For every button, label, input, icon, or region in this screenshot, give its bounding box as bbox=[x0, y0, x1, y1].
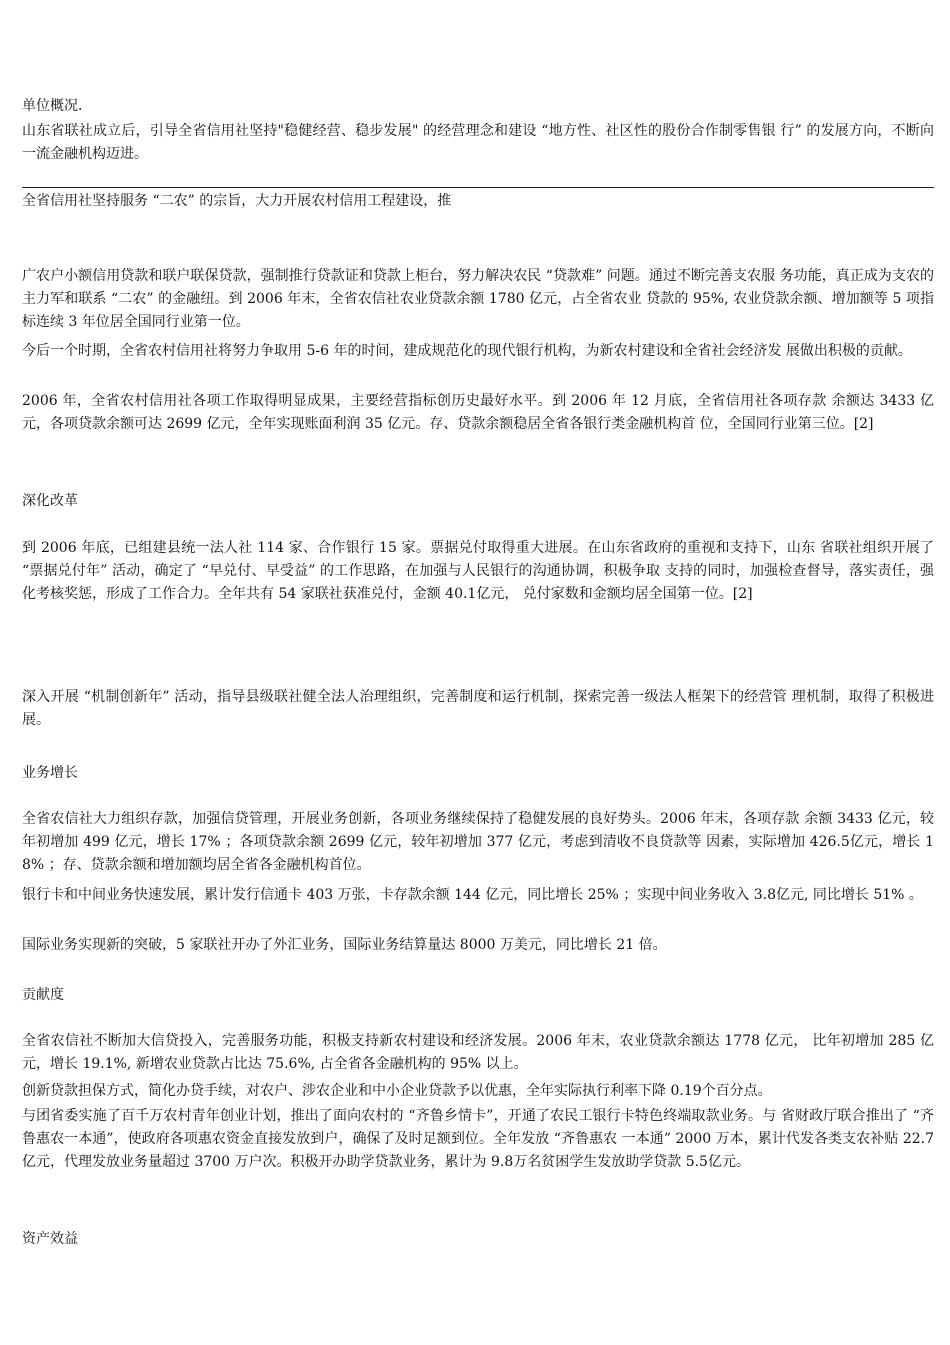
paragraph-deposits-loans: 全省农信社大力组织存款，加强信贷管理，开展业务创新，各项业务继续保持了稳健发展的良好势头。2006 年末，各项存款 余额 3433 亿元，较年初增加 499 亿元，增长 17% ；各项贷款余额 2699 亿元，较年初增加 377 亿元，考虑到清收不良贷款等 因素，实际增加 426.5亿元，增长 18% ；存、贷款余额和增加额均居全省各金融机构首位。 bbox=[22, 811, 934, 873]
section-heading-reform: 深化改革 bbox=[22, 493, 78, 509]
paragraph-future-goal: 今后一个时期，全省农村信用社将努力争取用 5-6 年的时间，建成规范化的现代银行机构，为新农村建设和全省社会经济发 展做出积极的贡献。 bbox=[22, 343, 912, 359]
section-heading-contribution: 贡献度 bbox=[22, 987, 64, 1003]
paragraph-international-business: 国际业务实现新的突破，5 家联社开办了外汇业务，国际业务结算量达 8000 万美元，同比增长 21 倍。 bbox=[22, 937, 667, 953]
section-heading-asset-efficiency: 资产效益 bbox=[22, 1231, 78, 1247]
paragraph-service-lead: 全省信用社坚持服务 “二农” 的宗旨，大力开展农村信用工程建设，推 bbox=[22, 193, 452, 209]
text-unit-overview: 单位概况. bbox=[22, 98, 83, 114]
paragraph-mechanism-innovation: 深入开展 “机制创新年” 活动，指导县级联社健全法人治理组织，完善制度和运行机制，探索完善一级法人框架下的经营管 理机制，取得了积极进展。 bbox=[22, 689, 934, 728]
paragraph-2006-results: 2006 年，全省农村信用社各项工作取得明显成果，主要经营指标创历史最好水平。到 2006 年 12 月底，全省信用社各项存款 余额达 3433 亿元，各项贷款余额可达 2699 亿元，全年实现账面利润 35 亿元。存、贷款余额稳居全省各银行类金融机构首 位，全国同行业第三位。[2] bbox=[22, 393, 934, 432]
paragraph-intro: 山东省联社成立后，引导全省信用社坚持"稳健经营、稳步发展" 的经营理念和建设 “地方性、社区性的股份合作制零售银 行” 的发展方向，不断向一流金融机构迈进。 bbox=[22, 123, 934, 162]
horizontal-rule bbox=[22, 187, 934, 188]
paragraph-youth-program: 与团省委实施了百千万农村青年创业计划，推出了面向农村的 “齐鲁乡情卡”，开通了农民工银行卡特色终端取款业务。与 省财政厅联合推出了 “齐鲁惠农一本通”，使政府各项惠农资金直接发放到户，确保了及时足额到位。全年发放 “齐鲁惠农 一本通” 2000 万本，累计代发各类支农补贴 22.7亿元，代理发放业务量超过 3700 万户次。积极开办助学贷款业务，累计为 9.8万名贫困学生发放助学贷款 5.5亿元。 bbox=[22, 1108, 934, 1170]
paragraph-credit-investment: 全省农信社不断加大信贷投入，完善服务功能，积极支持新农村建设和经济发展。2006 年末，农业贷款余额达 1778 亿元， 比年初增加 285 亿元，增长 19.1%, 新增农业贷款占比达 75.6%, 占全省各金融机构的 95% 以上。 bbox=[22, 1033, 934, 1072]
paragraph-bank-cards: 银行卡和中间业务快速发展，累计发行信通卡 403 万张，卡存款余额 144 亿元，同比增长 25% ；实现中间业务收入 3.8亿元, 同比增长 51% 。 bbox=[22, 887, 923, 903]
paragraph-loan-guarantee: 创新贷款担保方式，简化办贷手续，对农户、涉农企业和中小企业贷款予以优惠，全年实际执行利率下降 0.19个百分点。 bbox=[22, 1083, 772, 1099]
section-heading-business-growth: 业务增长 bbox=[22, 765, 78, 781]
paragraph-rural-credit: 广农户小额信用贷款和联户联保贷款，强制推行贷款证和贷款上柜台，努力解决农民 “贷款难” 问题。通过不断完善支农服 务功能，真正成为支农的主力军和联系 “二农” 的金融纽。到 2006 年末，全省农信社农业贷款余额 1780 亿元，占全省农业 贷款的 95%, 农业贷款余额、增加额等 5 项指标连续 3 年位居全国同行业第一位。 bbox=[22, 268, 934, 330]
paragraph-reform-details: 到 2006 年底，已组建县统一法人社 114 家、合作银行 15 家。票据兑付取得重大进展。在山东省政府的重视和支持下，山东 省联社组织开展了 “票据兑付年” 活动，确定了 “早兑付、早受益” 的工作思路，在加强与人民银行的沟通协调，积极争取 支持的同时，加强检查督导，落实责任，强化考核奖惩，形成了工作合力。全年共有 54 家联社获准兑付，金额 40.1亿元， 兑付家数和金额均居全国第一位。[2] bbox=[22, 540, 934, 602]
